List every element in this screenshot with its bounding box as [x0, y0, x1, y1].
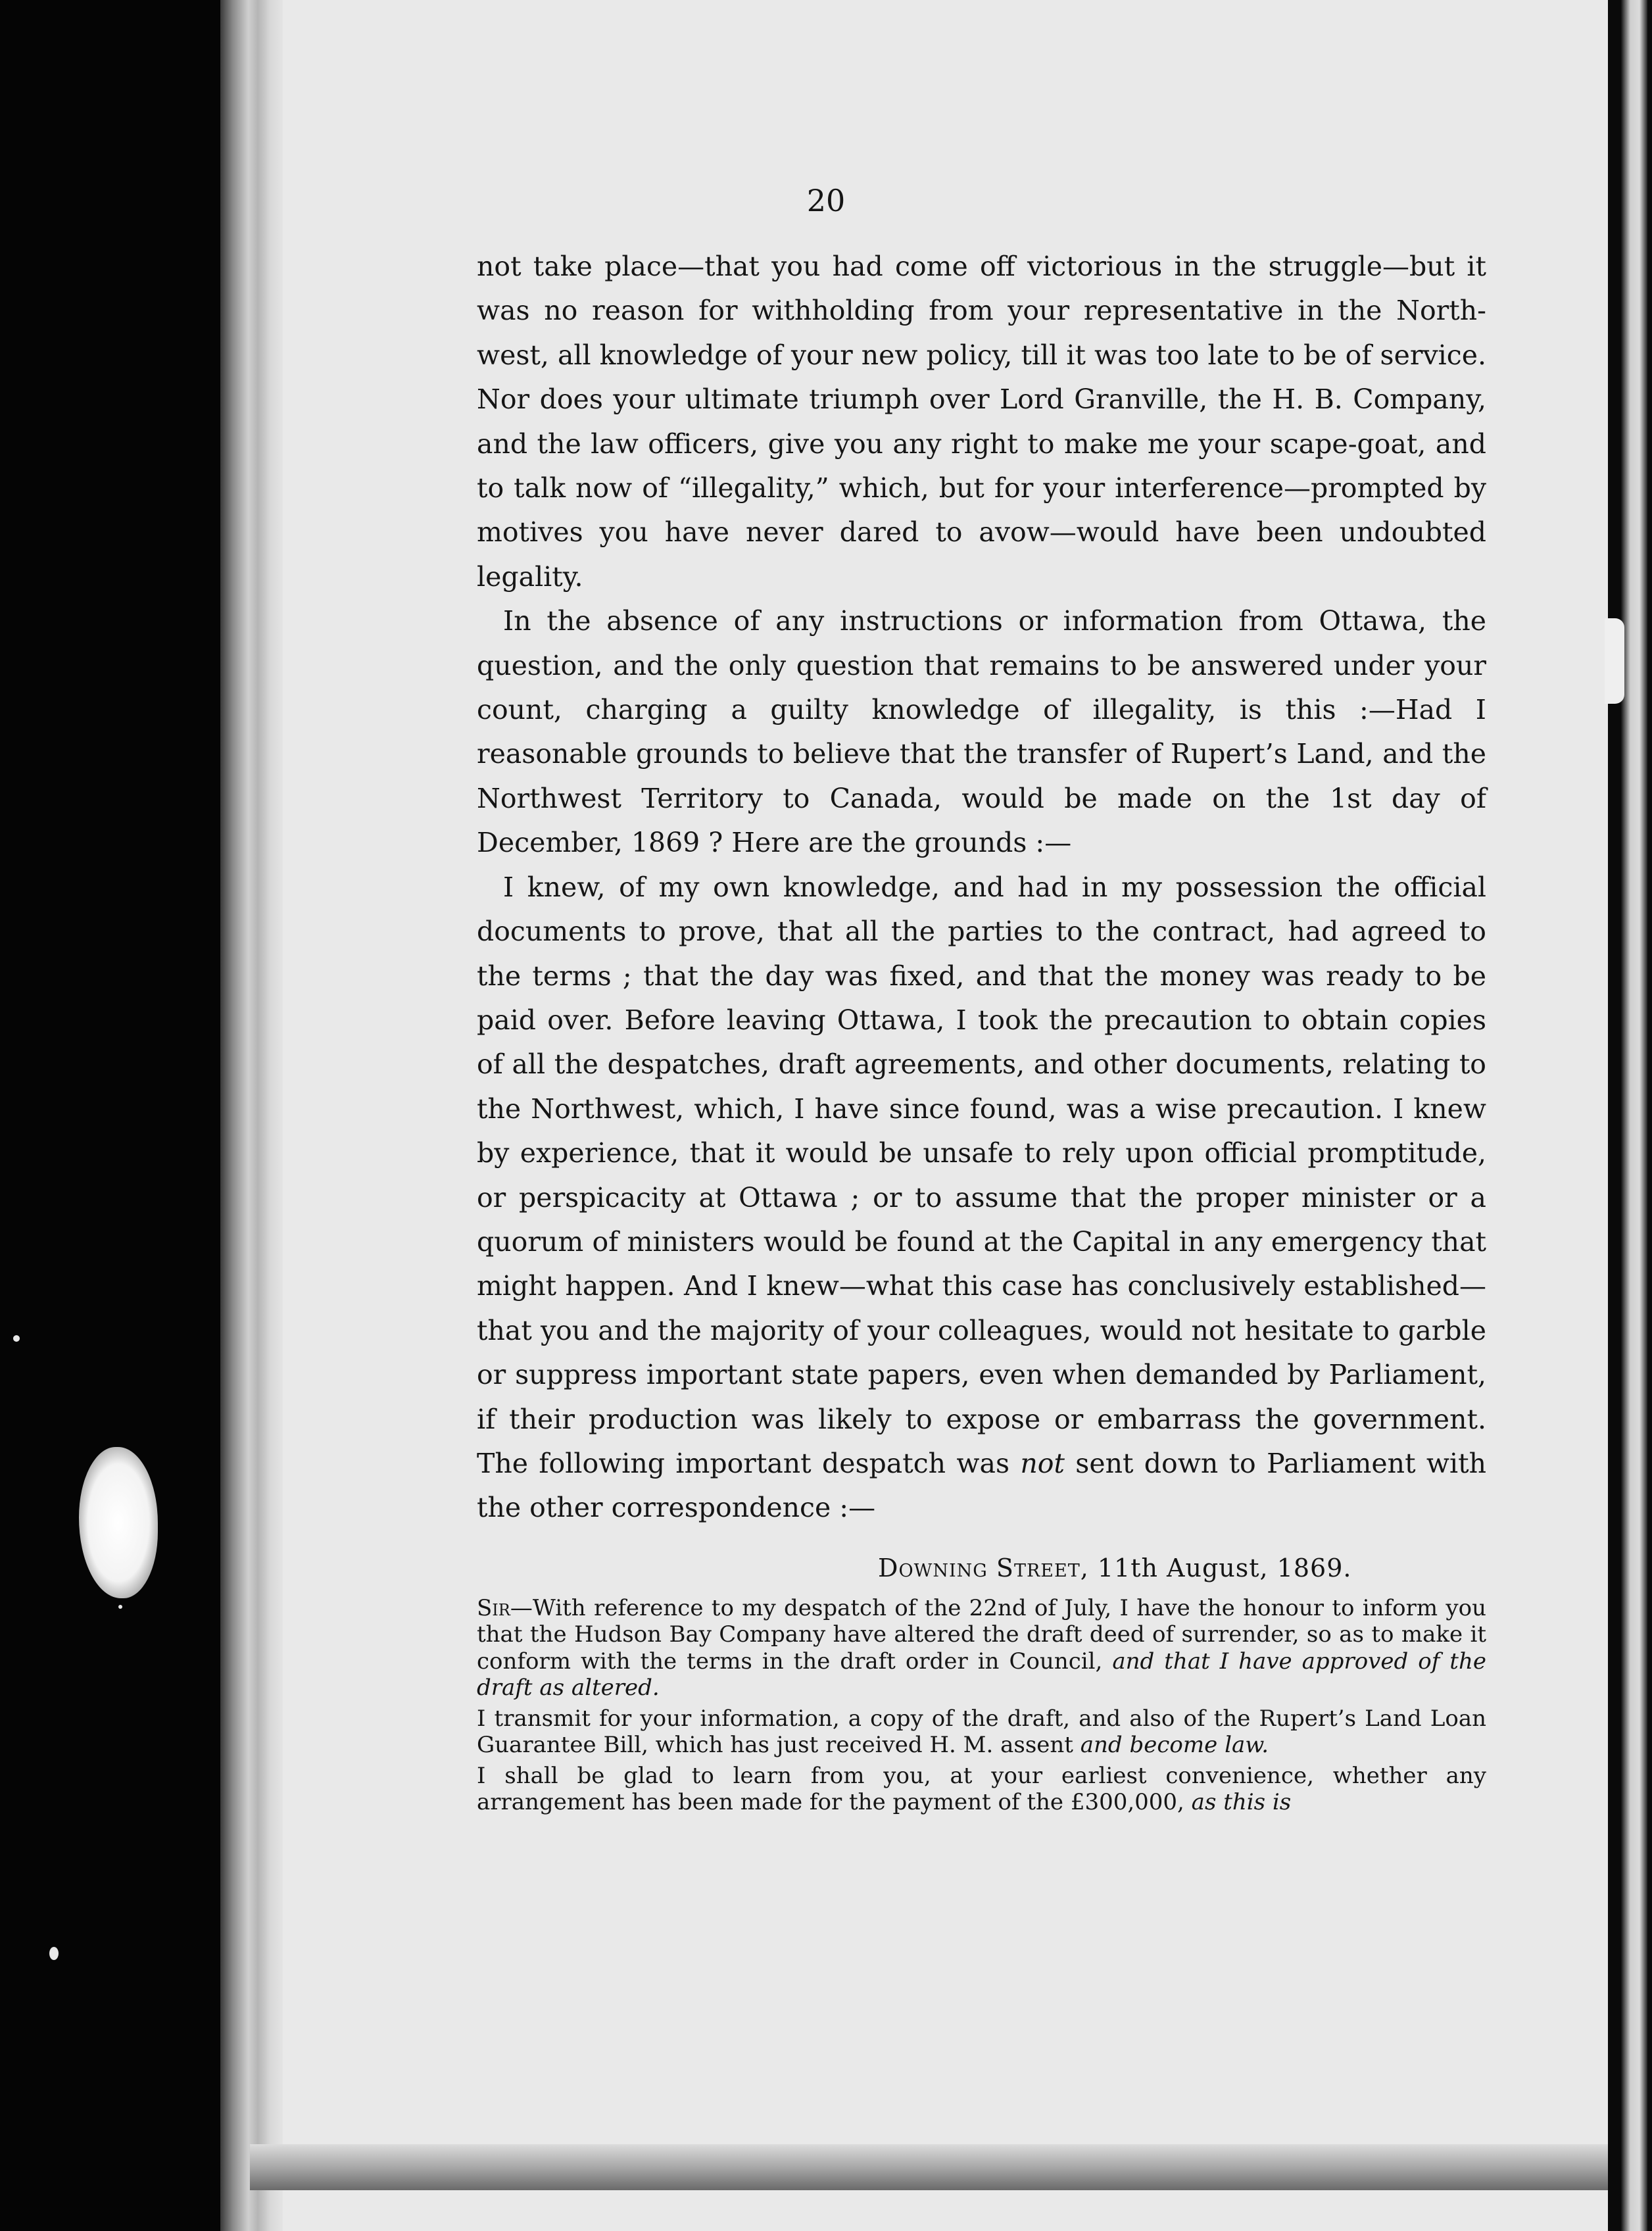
paragraph-text: sent down to Parliament with the other correspondence :—	[477, 1447, 1487, 1524]
page-gutter-edge	[220, 0, 283, 2231]
letter-paragraph	[477, 1595, 1486, 1702]
letter-paragraph	[477, 1705, 1486, 1759]
page-tab-notch	[1605, 618, 1624, 704]
text-column	[477, 245, 1486, 1816]
scan-blemish	[79, 1447, 158, 1598]
scan-speck	[13, 1335, 20, 1342]
paragraph-text: I knew, of my own knowledge, and had in my possession the official documents to prove, that all the parties to the contract, had agreed to the terms ; that the day was fixed, and that the money was ready to be paid over. Before leaving Ottawa, I took the precaution to obtain copies of all the despatches, draft agreements, and other documents, relating to the Northwest, which, I have since found, was a wise precaution. I knew by experience, that it would be unsafe to rely upon official promptitude, or perspicacity at Ottawa ; or to assume that the proper minister or a quorum of ministers would be found at the Capital in any emergency that might happen. And I knew—what this case has conclusively established—that you and the majority of your colleagues, would not hesitate to garble or suppress important state papers, even when demanded by Parliament, if their production was likely to expose or embarrass the government. The following important despatch was	[477, 871, 1486, 1479]
letter-text: I shall be glad to learn from you, at your earliest convenience, whether any arrangement has been made for the payment of the £300,000,	[477, 1762, 1486, 1816]
scan-speck	[118, 1605, 122, 1609]
italic-emphasis: as this is	[1191, 1789, 1292, 1816]
letter-paragraph	[477, 1763, 1486, 1816]
body-paragraph	[477, 599, 1486, 865]
letter-salutation: Sir	[477, 1594, 510, 1621]
letter-text: —With reference to my despatch of the 22nd of July, I have the honour to inform you that the Hudson Bay Company have altered the draft deed of surrender, so as to make it conform with the terms in the draft order in Council,	[477, 1594, 1486, 1675]
paragraph-text: In the absence of any instructions or information from Ottawa, the question, and the only question that remains to be answered under your count, charging a guilty knowledge of illegality, is this :—Had I reasonable grounds to believe that the transfer of Rupert’s Land, and the Northwest Territory to Canada, would be made on the 1st day of December, 1869 ? Here are the grounds :—	[477, 605, 1486, 859]
body-paragraph	[477, 866, 1486, 1531]
letter-dateline	[477, 1545, 1486, 1591]
letter-place: Downing Street	[878, 1553, 1081, 1582]
body-paragraph	[477, 245, 1486, 599]
italic-emphasis: and become law.	[1080, 1732, 1269, 1759]
letter-date: , 11th August, 1869.	[1080, 1553, 1352, 1582]
paragraph-text: not take place—that you had come off victorious in the struggle—but it was no reason for withholding from your representative in the North-west, all knowledge of your new policy, till it was too late to be of service. Nor does your ultimate triumph over Lord Granville, the H. B. Company, and the law officers, give you any right to make me your scape-goat, and to talk now of “illegality,” which, but for your interference—prompted by motives you have never dared to avow—would have been undoubted legality.	[477, 251, 1486, 593]
letter-text: I transmit for your information, a copy of the draft, and also of the Rupert’s Land Loan Guarantee Bill, which has just received H. M. assent	[477, 1705, 1486, 1759]
scan-speck	[49, 1947, 59, 1960]
page-number: 20	[806, 183, 846, 218]
page-bottom-edge	[250, 2144, 1615, 2190]
facing-page-highlight	[1621, 0, 1647, 2231]
italic-emphasis: not	[1020, 1447, 1065, 1479]
italic-emphasis: and that I have approved of the draft as altered.	[477, 1648, 1486, 1702]
